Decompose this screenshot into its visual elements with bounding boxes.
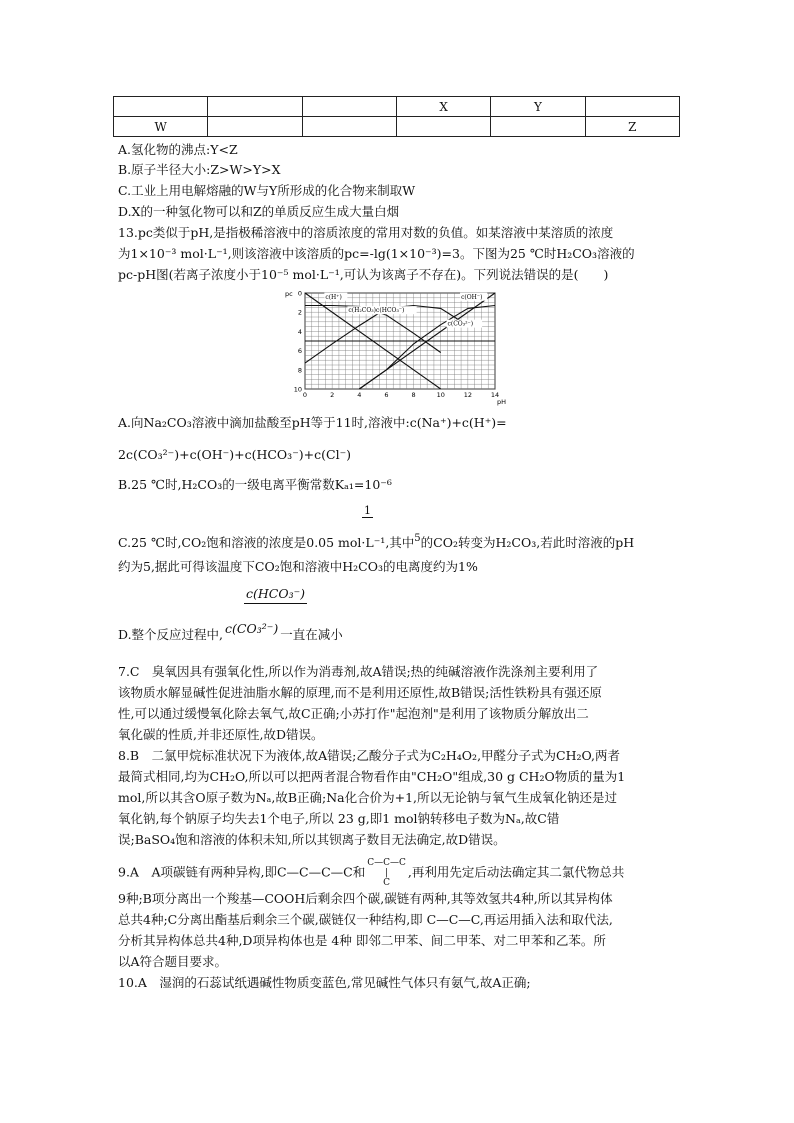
x-tick-label: 0 bbox=[302, 391, 308, 399]
answer-9-text-a: 9.A A项碳链有两种异构,即C—C—C—C和 bbox=[118, 864, 366, 880]
answer-9-line: 分析其异构体总共4种,D项异构体也是 4种 即邻二甲苯、间二甲苯、对二甲苯和乙苯。所 bbox=[118, 933, 606, 948]
answer-8-line: 最简式相同,均为CH₂O,所以可以把两者混合物看作由"CH₂O"组成,30 g CH₂O物质的量为1 bbox=[118, 769, 626, 784]
y-tick-label: 10 bbox=[293, 385, 302, 394]
x-tick-label: 2 bbox=[330, 391, 335, 399]
table-cell bbox=[114, 97, 208, 117]
table-cell bbox=[302, 117, 396, 137]
y-tick-label: 6 bbox=[297, 347, 302, 356]
answer-8-line: 误;BaSO₄饱和溶液的体积未知,所以其钡离子数目无法确定,故D错误。 bbox=[118, 832, 506, 847]
answer-9-line: 以A符合题目要求。 bbox=[118, 954, 228, 969]
answer-9-line: 9种;B项分离出一个羧基—COOH后剩余四个碳,碳链有两种,其等效氢共4种,所以其异构体 bbox=[118, 891, 613, 906]
y-tick-label: 8 bbox=[297, 366, 302, 375]
table-cell-w: W bbox=[114, 117, 208, 137]
answer-9-line1 bbox=[118, 858, 624, 888]
ratio-denominator: c(CO₃²⁻) bbox=[225, 621, 279, 636]
answer-10-line: 10.A 湿润的石蕊试纸遇碱性物质变蓝色,常见碱性气体只有氨气,故A正确; bbox=[118, 975, 531, 990]
q12-option-a: A.氢化物的沸点:Y<Z bbox=[118, 142, 238, 157]
option-d-text: D.整个反应过程中, bbox=[118, 627, 224, 642]
q13-stem-line: pc-pH图(若离子浓度小于10⁻⁵ mol·L⁻¹,可认为该离子不存在)。下列说法错误的是( ) bbox=[118, 267, 609, 282]
y-tick-label: 0 bbox=[297, 289, 302, 298]
y-axis-label: pc bbox=[285, 290, 293, 298]
table-cell bbox=[208, 117, 302, 137]
structure-bottom: C bbox=[383, 878, 390, 888]
q13-option-a-line1: A.向Na₂CO₃溶液中滴加盐酸至pH等于11时,溶液中:c(Na⁺)+c(H⁺)= bbox=[118, 415, 507, 430]
branched-chain-structure: C—C—C | C bbox=[367, 858, 406, 888]
q12-option-d: D.X的一种氢化物可以和Z的单质反应生成大量白烟 bbox=[118, 204, 400, 219]
curve-label: c(H⁺) bbox=[325, 293, 342, 301]
table-cell bbox=[585, 97, 679, 117]
answer-7-line: 该物质水解显碱性促进油脂水解的原理,而不是利用还原性,故B错误;活性铁粉具有强还原 bbox=[118, 685, 602, 700]
curve-label: c(OH⁻) bbox=[461, 293, 483, 301]
q13-option-d bbox=[118, 585, 307, 604]
x-tick-label: 10 bbox=[436, 391, 445, 399]
table-cell bbox=[302, 97, 396, 117]
x-tick-label: 4 bbox=[357, 391, 362, 399]
answer-7-line: 氧化碳的性质,并非还原性,故D错误。 bbox=[118, 727, 324, 742]
q13-option-c-line2: 约为5,据此可得该温度下CO₂饱和溶液中H₂CO₃的电离度约为1% bbox=[118, 559, 478, 574]
table-cell bbox=[491, 117, 585, 137]
x-tick-label: 8 bbox=[411, 391, 416, 399]
option-d-text-end: 一直在减小 bbox=[280, 627, 343, 642]
curve-label: c(H₂CO₃)c(HCO₃⁻) bbox=[348, 307, 405, 315]
pc-ph-chart bbox=[285, 287, 515, 407]
table-cell bbox=[396, 117, 490, 137]
structure-top: C—C—C bbox=[367, 858, 406, 868]
x-axis-label: pH bbox=[497, 398, 507, 406]
answer-9-text-b: ,再利用先定后动法确定其二氯代物总共 bbox=[407, 864, 625, 880]
answer-9-line: 总共4种;C分离出酯基后剩余三个碳,碳链仅一种结构,即 C—C—C,再运用插入法和取代法, bbox=[118, 912, 613, 927]
table-cell-y: Y bbox=[491, 97, 585, 117]
answer-8-line: 氧化钠,每个钠原子均失去1个电子,所以 23 g,即1 mol钠转移电子数为Nₐ,故C错 bbox=[118, 811, 560, 826]
ratio-numerator: c(HCO₃⁻) bbox=[244, 585, 307, 604]
x-tick-label: 12 bbox=[463, 391, 472, 399]
answer-7-line: 7.C 臭氧因具有强氧化性,所以作为消毒剂,故A错误;热的纯碱溶液作洗涤剂主要利用了 bbox=[118, 664, 599, 679]
option-c-text-b: 的CO₂转变为H₂CO₃,若此时溶液的pH bbox=[420, 535, 635, 550]
q13-option-a-line2: 2c(CO₃²⁻)+c(OH⁻)+c(HCO₃⁻)+c(Cl⁻) bbox=[118, 447, 352, 462]
q12-option-b: B.原子半径大小:Z>W>Y>X bbox=[118, 162, 281, 177]
x-tick-label: 14 bbox=[490, 391, 500, 399]
q12-option-c: C.工业上用电解熔融的W与Y所形成的化合物来制取W bbox=[118, 183, 416, 198]
answer-7-line: 性,可以通过缓慢氧化除去氧气,故C正确;小苏打作"起泡剂"是利用了该物质分解放出二 bbox=[118, 706, 589, 721]
option-c-text-a: C.25 ℃时,CO₂饱和溶液的浓度是0.05 mol·L⁻¹,其中 bbox=[118, 535, 415, 550]
q13-option-c-fraction bbox=[362, 504, 373, 518]
x-tick-label: 6 bbox=[384, 391, 389, 399]
answer-8-line: mol,所以其含O原子数为Nₐ,故B正确;Na化合价为+1,所以无论钠与氧气生成氧化钠还是过 bbox=[118, 790, 618, 805]
ratio-fraction bbox=[244, 585, 307, 604]
q13-stem-line: 为1×10⁻³ mol·L⁻¹,则该溶液中该溶质的pc=-lg(1×10⁻³)=3。下图为25 ℃时H₂CO₃溶液的 bbox=[118, 246, 635, 261]
q13-option-d-line bbox=[118, 620, 343, 644]
table-cell-z: Z bbox=[585, 117, 679, 137]
q13-option-b: B.25 ℃时,H₂CO₃的一级电离平衡常数Kₐ₁=10⁻⁶ bbox=[118, 477, 392, 492]
curve-label: c(CO₃²⁻) bbox=[447, 320, 474, 328]
fraction-numerator: 1 bbox=[364, 504, 371, 517]
answer-8-line: 8.B 二氯甲烷标准状况下为液体,故A错误;乙酸分子式为C₂H₄O₂,甲醛分子式为CH₂O,两者 bbox=[118, 748, 621, 763]
y-tick-label: 2 bbox=[297, 308, 302, 317]
y-tick-label: 4 bbox=[297, 327, 302, 336]
table-cell bbox=[208, 97, 302, 117]
q13-stem-line: 13.pc类似于pH,是指极稀溶液中的溶质浓度的常用对数的负值。如某溶液中某溶质的浓度 bbox=[118, 225, 614, 240]
fraction-denominator: 5 bbox=[414, 533, 421, 544]
periodic-table-fragment bbox=[113, 96, 680, 137]
q13-option-c-line1 bbox=[118, 530, 634, 552]
table-cell-x: X bbox=[396, 97, 490, 117]
